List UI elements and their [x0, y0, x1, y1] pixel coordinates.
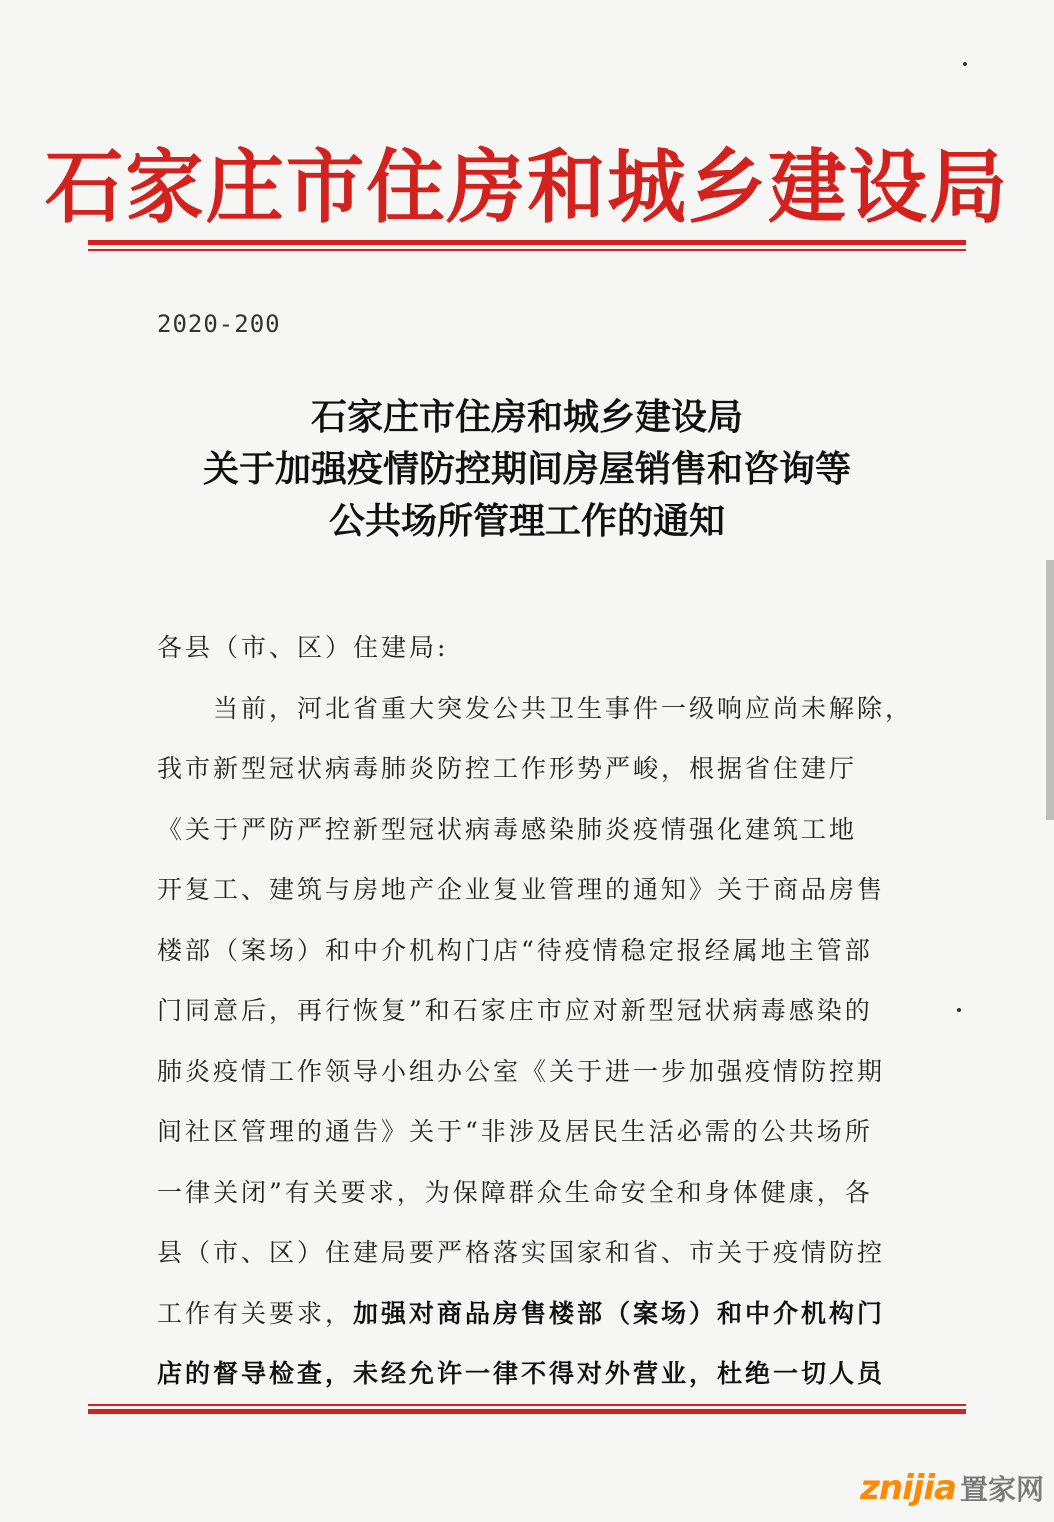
body-line: 肺炎疫情工作领导小组办公室《关于进一步加强疫情防控期 — [157, 1056, 886, 1086]
footer-rule-thick — [88, 1409, 966, 1414]
watermark-logo-latin: znijia — [860, 1468, 956, 1508]
scan-speck — [963, 62, 967, 66]
scan-speck — [957, 1008, 961, 1012]
body-line-regular-part: 工作有关要求， — [157, 1298, 354, 1328]
body-line: 《关于严防严控新型冠状病毒感染肺炎疫情强化建筑工地 — [157, 814, 858, 844]
document-title-line-2: 关于加强疫情防控期间房屋销售和咨询等 — [202, 449, 851, 490]
document-title-line-3: 公共场所管理工作的通知 — [328, 501, 725, 542]
scan-edge-shadow — [1046, 560, 1054, 820]
body-line: 县（市、区）住建局要严格落实国家和省、市关于疫情防控 — [157, 1238, 886, 1267]
document-title-line-1: 石家庄市住房和城乡建设局 — [310, 397, 743, 438]
body-line: 我市新型冠状病毒肺炎防控工作形势严峻，根据省住建厅 — [157, 754, 858, 783]
footer-rule-thin — [88, 1404, 966, 1406]
body-line: 当前，河北省重大突发公共卫生事件一级响应尚未解除， — [213, 693, 914, 723]
body-line-bold-part: 加强对商品房售楼部（案场）和中介机构门 — [353, 1298, 886, 1328]
body-line: 楼部（案场）和中介机构门店“待疫情稳定报经属地主管部 — [157, 935, 873, 965]
body-line-bold: 店的督导检查，未经允许一律不得对外营业，杜绝一切人员 — [157, 1359, 886, 1388]
watermark-logo-chinese: 置家网 — [959, 1473, 1044, 1506]
document-number: 2020-200 — [157, 310, 281, 338]
body-line: 开复工、建筑与房地产企业复业管理的通知》关于商品房售 — [157, 875, 886, 904]
body-line: 一律关闭”有关要求，为保障群众生命安全和身体健康，各 — [157, 1177, 873, 1207]
document-title — [0, 392, 1054, 548]
body-line: 门同意后，再行恢复”和石家庄市应对新型冠状病毒感染的 — [157, 996, 873, 1025]
letterhead-rule-thick — [88, 240, 966, 245]
body-line-mixed — [157, 1284, 917, 1345]
site-watermark — [860, 1468, 1044, 1508]
document-body — [157, 618, 917, 1405]
body-line: 间社区管理的通告》关于“非涉及居民生活必需的公共场所 — [157, 1117, 873, 1146]
letterhead-rule-thin — [88, 249, 966, 251]
letterhead-title: 石家庄市住房和城乡建设局 — [44, 141, 1010, 234]
salutation: 各县（市、区）住建局: — [157, 633, 449, 662]
